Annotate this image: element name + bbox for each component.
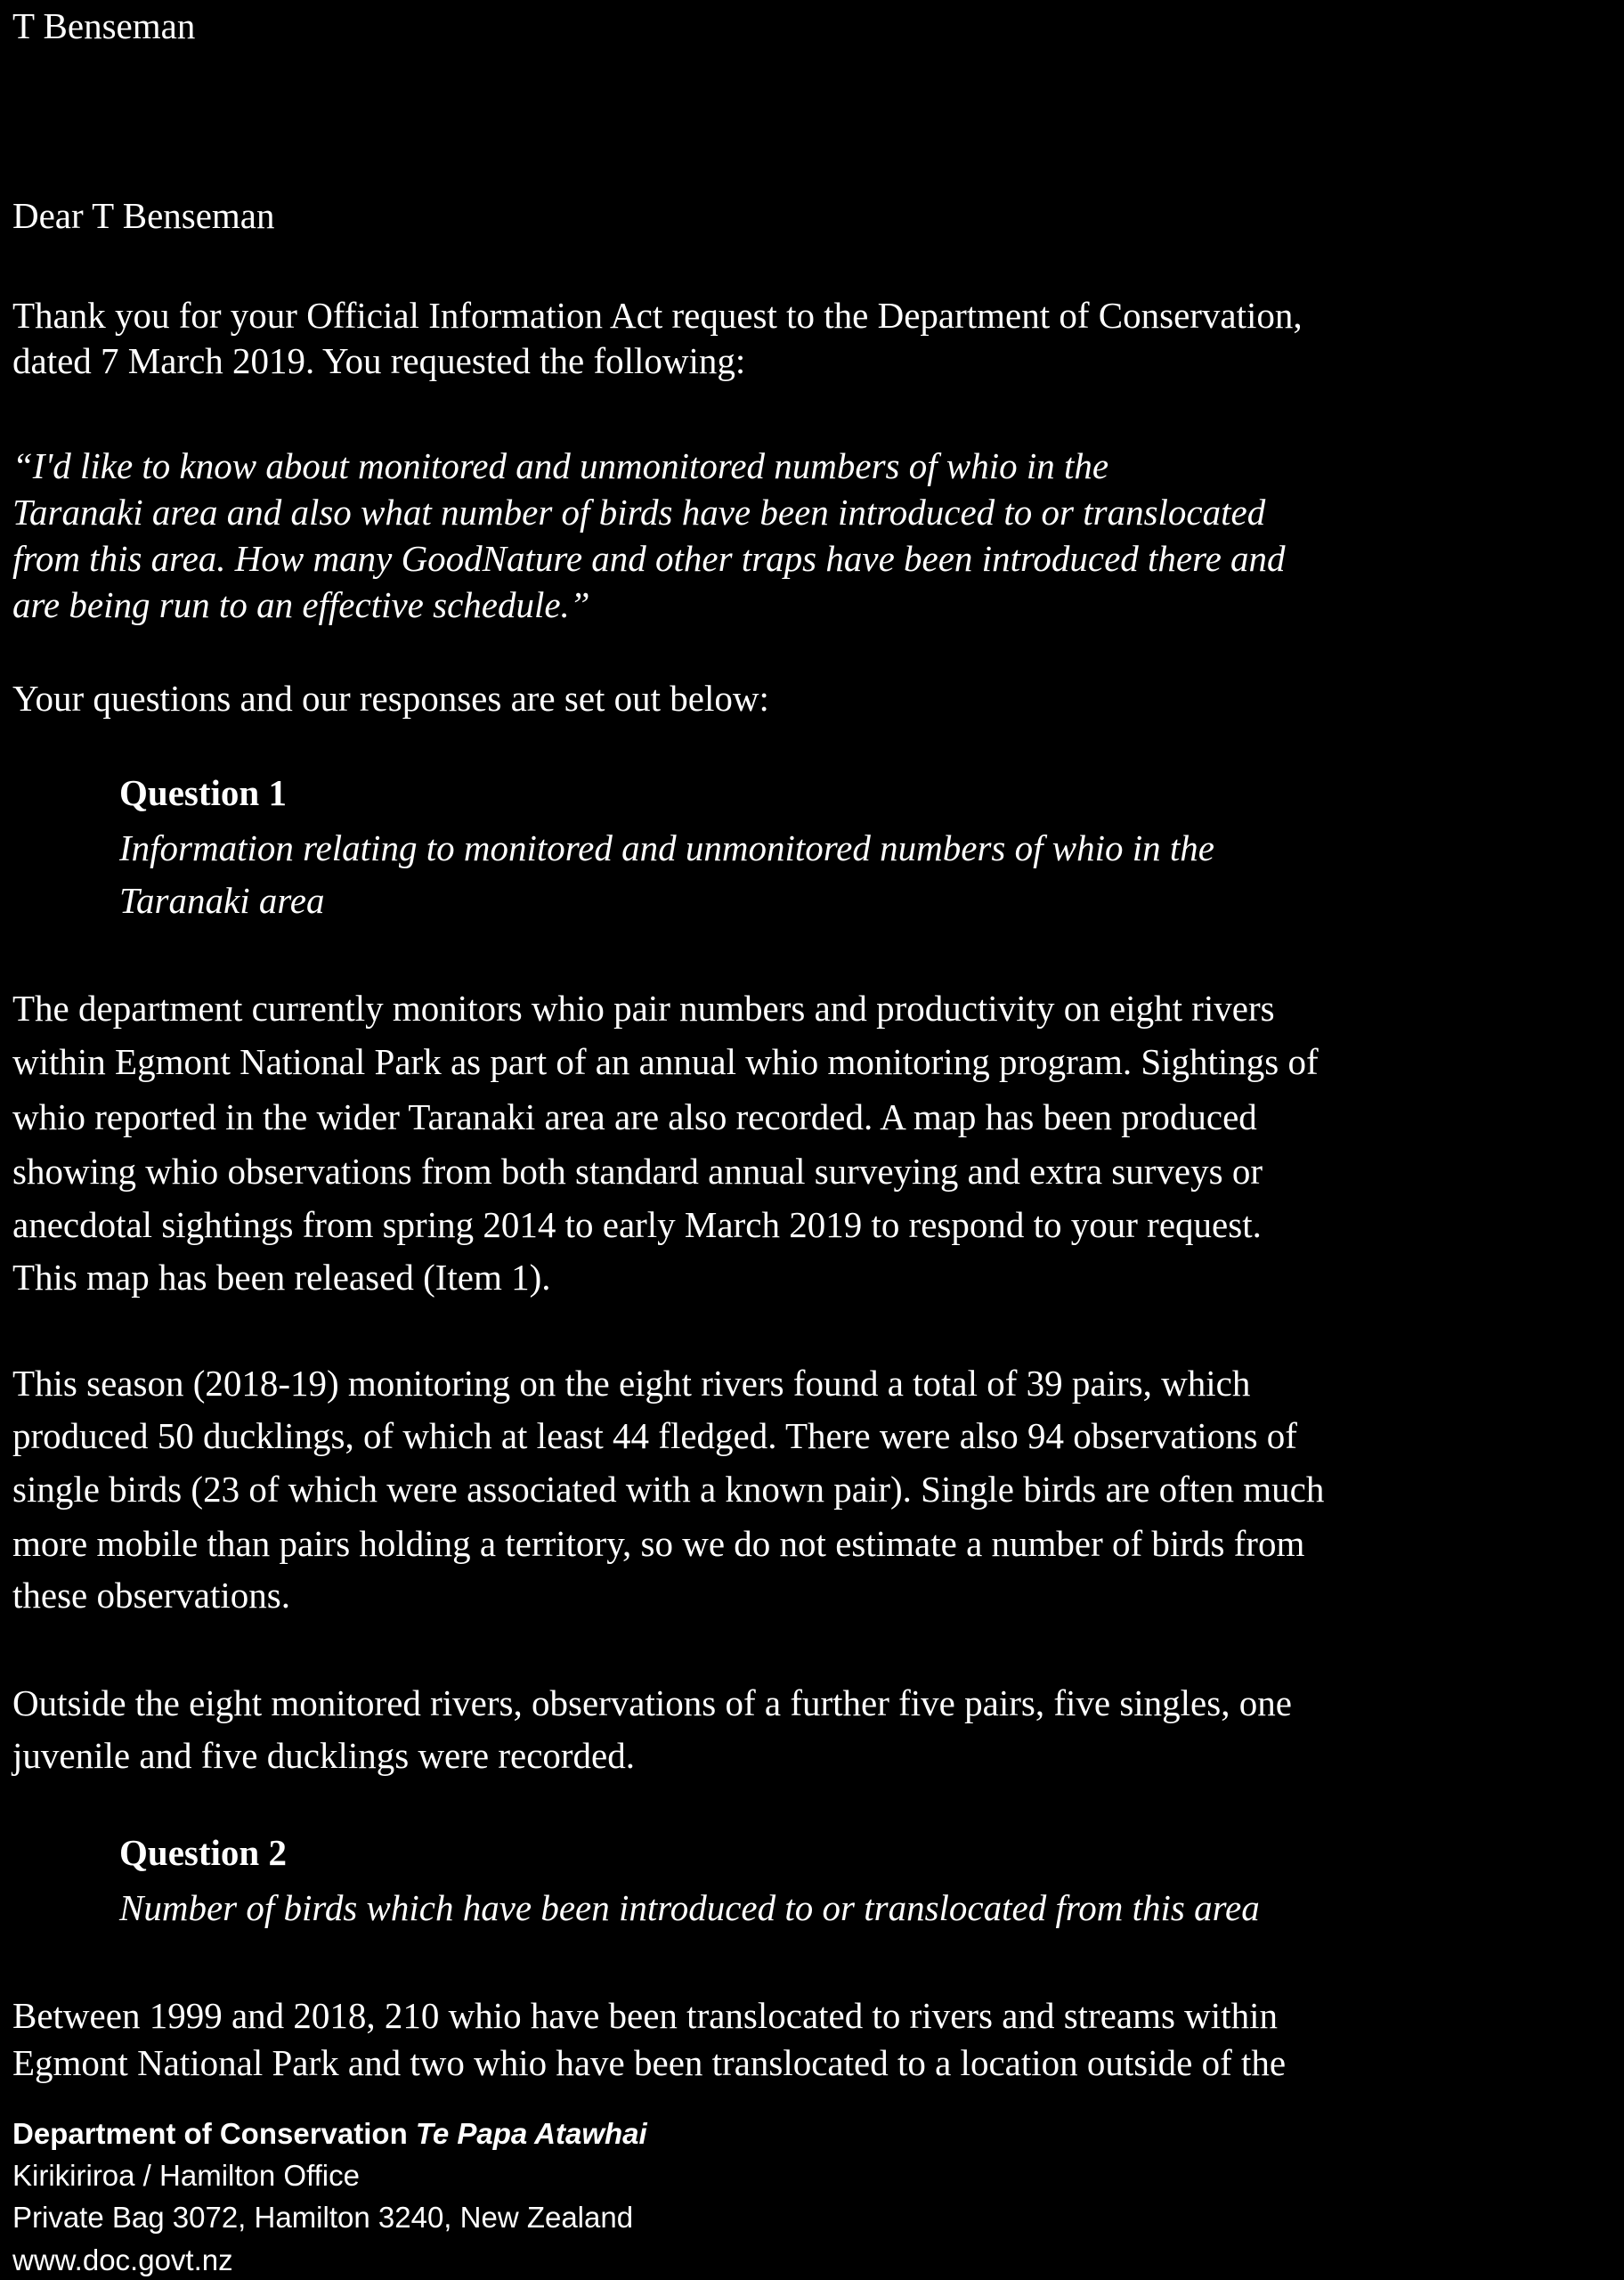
- quote-line: Taranaki area and also what number of birds have been introduced to or translocated: [12, 492, 1266, 533]
- lead-in: Your questions and our responses are set out below:: [12, 678, 769, 719]
- question-1-text: Information relating to monitored and unmonitored numbers of whio in the: [119, 827, 1214, 868]
- salutation: Dear T Benseman: [12, 195, 275, 236]
- footer-website-link[interactable]: www.doc.govt.nz: [12, 2243, 233, 2276]
- question-2-text: Number of birds which have been introduced to or translocated from this area: [119, 1887, 1260, 1928]
- paragraph-line: produced 50 ducklings, of which at least 44 fledged. There were also 94 observations of: [12, 1415, 1297, 1456]
- paragraph-line: The department currently monitors whio pair numbers and productivity on eight rivers: [12, 988, 1275, 1029]
- paragraph-line: whio reported in the wider Taranaki area are also recorded. A map has been produced: [12, 1096, 1257, 1137]
- quote-line: from this area. How many GoodNature and other traps have been introduced there and: [12, 538, 1286, 579]
- paragraph-line: This map has been released (Item 1).: [12, 1257, 551, 1298]
- footer-org-maori: Te Papa Atawhai: [415, 2117, 647, 2150]
- recipient-name: T Benseman: [12, 5, 196, 46]
- paragraph-line: Outside the eight monitored rivers, observations of a further five pairs, five singles, one: [12, 1682, 1292, 1723]
- paragraph-line: anecdotal sightings from spring 2014 to early March 2019 to respond to your request.: [12, 1204, 1262, 1245]
- footer-org-name: Department of Conservation: [12, 2117, 408, 2150]
- footer-org: [12, 2116, 647, 2152]
- paragraph-line: This season (2018-19) monitoring on the eight rivers found a total of 39 pairs, which: [12, 1363, 1251, 1404]
- quote-line: “I'd like to know about monitored and unmonitored numbers of whio in the: [12, 445, 1109, 486]
- paragraph-line: showing whio observations from both standard annual surveying and extra surveys or: [12, 1151, 1263, 1192]
- paragraph-line: within Egmont National Park as part of an annual whio monitoring program. Sightings of: [12, 1041, 1319, 1082]
- paragraph-line: Between 1999 and 2018, 210 whio have been translocated to rivers and streams within: [12, 1995, 1278, 2036]
- paragraph-line: juvenile and five ducklings were recorded.: [12, 1735, 636, 1776]
- paragraph-line: these observations.: [12, 1575, 290, 1616]
- intro-line: Thank you for your Official Information Act request to the Department of Conservation,: [12, 295, 1303, 336]
- question-2-heading: Question 2: [119, 1832, 287, 1873]
- paragraph-line: Egmont National Park and two whio have been translocated to a location outside of the: [12, 2042, 1287, 2083]
- footer-office: Kirikiriroa / Hamilton Office: [12, 2159, 360, 2192]
- paragraph-line: single birds (23 of which were associated with a known pair). Single birds are often much: [12, 1469, 1325, 1510]
- footer-address: Private Bag 3072, Hamilton 3240, New Zealand: [12, 2201, 634, 2234]
- question-1-heading: Question 1: [119, 772, 287, 813]
- paragraph-line: more mobile than pairs holding a territory, so we do not estimate a number of birds from: [12, 1523, 1305, 1564]
- intro-line: dated 7 March 2019. You requested the following:: [12, 340, 746, 381]
- quote-line: are being run to an effective schedule.”: [12, 584, 590, 625]
- question-1-text: Taranaki area: [119, 880, 325, 921]
